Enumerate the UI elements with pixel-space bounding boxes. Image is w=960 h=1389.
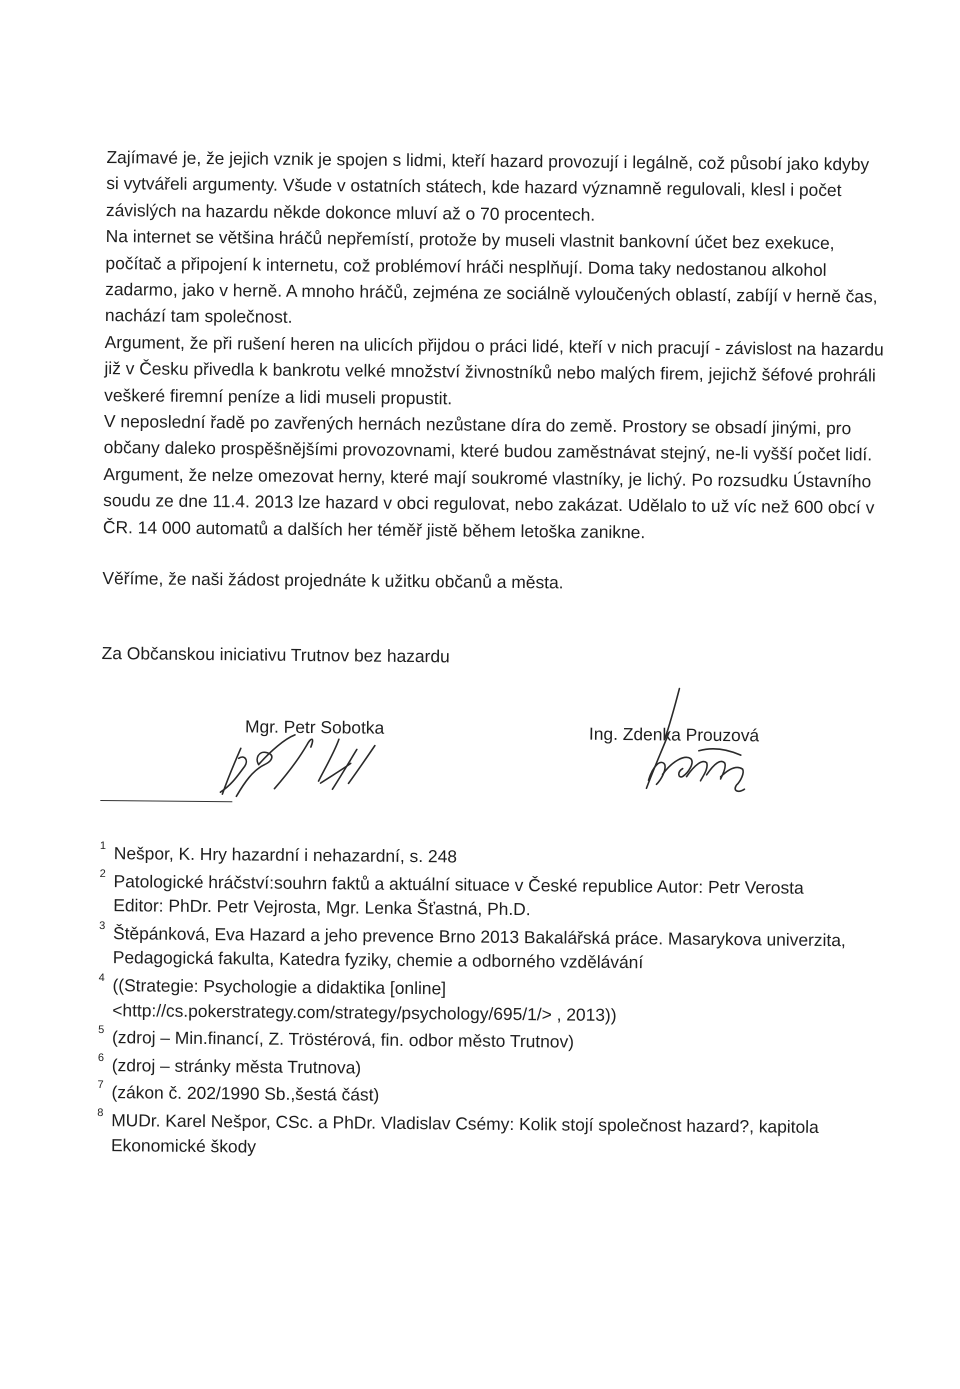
paragraph: Zajímavé je, že jejich vznik je spojen s lidmi, kteří hazard provozují i legálně, což působí jako kdyby si vytvářeli argumenty. Všude v ostatních státech, kde hazard významně regulovali, klesl i počet závislých na hazardu někde dokonce mluví až o 70 procentech. [105,147,870,225]
paragraph: Argument, že nelze omezovat herny, které mají soukromé vlastníky, je lichý. Po rozsudku Ústavního soudu ze dne 11.4. 2013 lze hazard v obci regulovat, nebo zakázat. Udělalo to už víc než 600 obcí v ČR. 14 000 automatů a dalších her téměř jistě během letoška zanikne. [102,463,875,542]
closing-sentence: Věříme, že naši žádost projednáte k užitku občanů a města. [102,568,564,593]
handwritten-signature-2 [602,684,763,806]
footnote-text: Patologické hráčství:souhrn faktů a aktuální situace v České republice Autor: Petr Verosta [113,870,804,898]
footnote [97,1080,887,1112]
footnote-mark: 6 [97,1051,105,1064]
footnote-continuation: Ekonomické škody [110,1134,257,1157]
footnote [100,841,890,873]
footnote-mark: 5 [98,1024,105,1037]
footnote [98,1053,888,1085]
signatory-name-1: Mgr. Petr Sobotka [244,716,385,738]
footnote-mark: 1 [99,839,107,853]
footnote-mark: 3 [99,919,106,932]
footnote-separator [100,800,232,802]
footnote-mark: 4 [98,971,105,985]
signatory-name-2: Ing. Zdenka Prouzová [588,723,760,746]
footnotes-list [97,841,890,1168]
handwritten-signature-1 [214,724,385,806]
footnote-mark: 7 [97,1079,104,1092]
letter-body [103,144,887,548]
footnote-text: MUDr. Karel Nešpor, CSc. a PhDr. Vladislav Csémy: Kolik stojí společnost hazard?, kapitola [111,1110,819,1137]
footnote [98,1025,888,1057]
footnote-url: <http://cs.pokerstrategy.com/strategy/psychology/695/1/> , 2013)) [112,999,617,1025]
footnote-text: Nešpor, K. Hry hazardní i nehazardní, s. 248 [113,843,458,867]
footnote [97,1108,887,1165]
footnote-continuation: Editor: PhDr. Petr Vejrosta, Mgr. Lenka Šťastná, Ph.D. [113,895,531,920]
footnote [98,973,888,1030]
paragraph: V neposlední řadě po zavřených hernách nezůstane díra do země. Prostory se obsadí jinými, pro občany daleko prospěšnějšími provozovnami, které budou zaměstnávat stejný, ne-li vyšší počet lidí. [103,411,873,465]
footnote [99,869,889,926]
footnote-mark: 8 [97,1106,104,1119]
footnote-mark: 2 [99,867,106,880]
footnote-text: ((Strategie: Psychologie a didaktika [online] [112,975,447,999]
paragraph: Na internet se většina hráčů nepřemístí, protože by museli vlastnit bankovní účet bez exekuce, počítač a připojení k internetu, což problémoví hráči nesplňují. Doma taky nedostanou alkohol zadarmo, jako v herně. A mnoho hráčů, zejména ze sociálně vyloučených oblastí, zabíjí v herně čas, nachází tam společnost. [104,226,878,328]
footnote [99,921,889,978]
initiative-line: Za Občanskou iniciativu Trutnov bez hazardu [101,643,450,667]
footnote-text: Štěpánková, Eva Hazard a jeho prevence Brno 2013 Bakalářská práce. Masarykova univerzita, [112,922,846,950]
paragraph: Argument, že při rušení heren na ulicích přijdou o práci lidé, kteří v nich pracují - závislost na hazardu již v Česku přivedla k bankrotu velké množství živnostníků nebo malých firem, jejichž šéfové prohráli veškeré firemní peníze a lidi museli propustit. [104,331,884,409]
footnote-text: (zákon č. 202/1990 Sb.,šestá část) [111,1082,380,1106]
footnote-continuation: Pedagogická fakulta, Katedra fyziky, chemie a odborného vzdělávání [112,947,644,973]
footnote-text: (zdroj – stránky města Trutnova) [111,1054,362,1078]
footnote-text: (zdroj – Min.financí, Z. Tröstérová, fin. odbor město Trutnov) [111,1027,575,1052]
